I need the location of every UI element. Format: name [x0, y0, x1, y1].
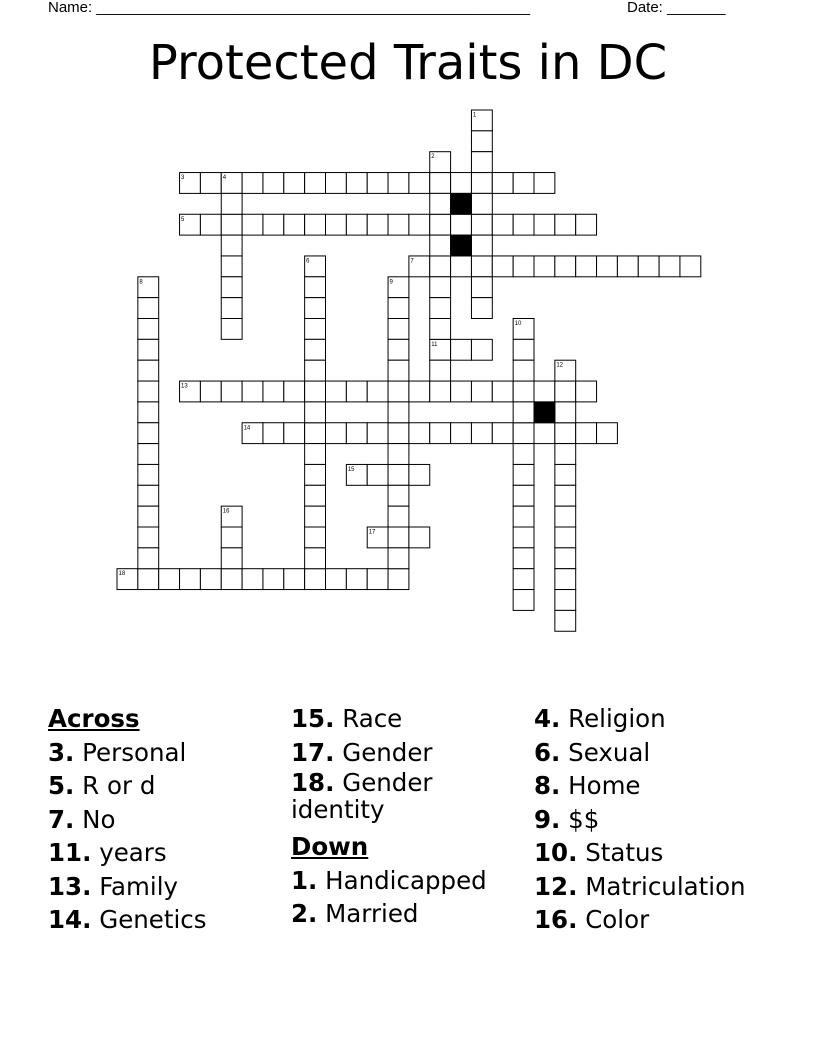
- grid-cell: [430, 193, 451, 214]
- clue-number: 17.: [291, 737, 335, 767]
- grid-cell: [326, 173, 347, 194]
- name-field-label: Name: ____________________________________________________: [48, 0, 531, 16]
- clue-text: Status: [585, 838, 664, 867]
- clue-number: 10.: [534, 838, 578, 867]
- grid-cell: [576, 423, 597, 444]
- grid-cell: [430, 360, 451, 381]
- grid-cell: [388, 506, 409, 527]
- grid-cell: [263, 423, 284, 444]
- clue-text: Race: [342, 704, 403, 733]
- grid-cell: [471, 193, 492, 214]
- grid-cell: [680, 256, 701, 277]
- grid-cell: [471, 381, 492, 402]
- grid-cell: [451, 339, 472, 360]
- grid-cell: [513, 444, 534, 465]
- grid-cell: [180, 569, 201, 590]
- cell-number: 4: [222, 175, 227, 182]
- clue-number: 2.: [291, 899, 318, 928]
- grid-cell: [409, 381, 430, 402]
- grid-cell: [555, 214, 576, 235]
- grid-cell: [409, 173, 430, 194]
- grid-cell: [138, 569, 159, 590]
- grid-cell: [638, 256, 659, 277]
- grid-cell: [305, 423, 326, 444]
- cell-number: 17: [368, 529, 376, 536]
- clue-across-14: [48, 903, 284, 937]
- cell-number: 8: [139, 279, 143, 286]
- clue-down-12: [534, 870, 770, 904]
- grid-cell: [471, 173, 492, 194]
- grid-cell: [388, 464, 409, 485]
- cell-number: 13: [181, 383, 188, 390]
- grid-cell: [409, 464, 430, 485]
- cell-number: 3: [181, 175, 185, 182]
- cell-number: 7: [410, 258, 414, 265]
- clue-number: 4.: [534, 704, 561, 733]
- grid-cell: [534, 256, 555, 277]
- grid-cell: [555, 548, 576, 569]
- grid-cell: [221, 193, 242, 214]
- clue-across-5: [48, 769, 284, 803]
- grid-cell: [430, 381, 451, 402]
- grid-cell: [346, 569, 367, 590]
- grid-cell: [138, 423, 159, 444]
- grid-cell: [513, 402, 534, 423]
- grid-cell: [534, 423, 555, 444]
- clue-down-9: [534, 803, 770, 837]
- grid-cell: [284, 423, 305, 444]
- grid-cell: [367, 464, 388, 485]
- clue-number: 13.: [48, 871, 92, 901]
- grid-cell: [200, 214, 221, 235]
- grid-cell: [388, 319, 409, 340]
- grid-cell: [326, 381, 347, 402]
- clue-across-18: [291, 769, 527, 823]
- grid-cell: [451, 256, 472, 277]
- grid-cell: [367, 381, 388, 402]
- clue-number: 8.: [534, 771, 561, 800]
- clue-number: 1.: [291, 865, 318, 895]
- across-heading: Across: [48, 704, 140, 733]
- grid-cell: [388, 569, 409, 590]
- grid-cell: [430, 235, 451, 256]
- grid-cell: [388, 339, 409, 360]
- grid-cell: [430, 173, 451, 194]
- grid-cell: [159, 569, 180, 590]
- grid-cell: [513, 381, 534, 402]
- grid-cell: [138, 464, 159, 485]
- grid-cell: [555, 506, 576, 527]
- grid-cell: [555, 569, 576, 590]
- clue-down-8: [534, 769, 770, 803]
- clue-text: Married: [325, 899, 419, 928]
- grid-cell: [555, 256, 576, 277]
- grid-cell: [346, 381, 367, 402]
- clue-down-1: [291, 864, 527, 898]
- grid-cell: [492, 381, 513, 402]
- grid-cell: [409, 214, 430, 235]
- grid-cell: [555, 402, 576, 423]
- clue-number: 12.: [534, 871, 578, 901]
- grid-cell: [555, 590, 576, 611]
- grid-cell: [305, 339, 326, 360]
- grid-cell: [492, 173, 513, 194]
- grid-cell: [138, 506, 159, 527]
- clue-number: 14.: [48, 905, 92, 934]
- clue-across-7: [48, 803, 284, 837]
- cell-number: 12: [556, 362, 564, 369]
- clue-number: 16.: [534, 905, 578, 934]
- grid-cell: [263, 569, 284, 590]
- grid-cell: [242, 214, 263, 235]
- clue-text: Handicapped: [325, 865, 487, 895]
- grid-cell: [388, 360, 409, 381]
- grid-cell: [555, 464, 576, 485]
- clue-number: 15.: [291, 704, 335, 733]
- grid-cell: [534, 381, 555, 402]
- grid-cell: [513, 360, 534, 381]
- grid-cell: [138, 381, 159, 402]
- black-cell: [451, 193, 472, 214]
- clue-text: $$: [568, 804, 600, 834]
- grid-cell: [388, 298, 409, 319]
- grid-cell: [305, 444, 326, 465]
- grid-cell: [430, 423, 451, 444]
- grid-cell: [555, 610, 576, 631]
- clue-text: Matriculation: [585, 871, 746, 901]
- grid-cell: [576, 214, 597, 235]
- grid-cell: [242, 173, 263, 194]
- grid-cell: [221, 569, 242, 590]
- grid-cell: [326, 214, 347, 235]
- grid-cell: [305, 464, 326, 485]
- grid-cell: [513, 506, 534, 527]
- clue-number: 6.: [534, 737, 561, 767]
- grid-cell: [284, 569, 305, 590]
- grid-cell: [534, 173, 555, 194]
- grid-cell: [284, 381, 305, 402]
- grid-cell: [138, 360, 159, 381]
- clue-text: Religion: [568, 704, 666, 733]
- grid-cell: [576, 381, 597, 402]
- grid-cell: [305, 548, 326, 569]
- cell-number: 9: [389, 279, 393, 286]
- grid-cell: [221, 319, 242, 340]
- cell-number: 18: [118, 571, 126, 578]
- grid-cell: [388, 173, 409, 194]
- grid-cell: [305, 485, 326, 506]
- grid-cell: [471, 214, 492, 235]
- grid-cell: [430, 298, 451, 319]
- cell-number: 11: [431, 341, 438, 348]
- black-cell: [451, 235, 472, 256]
- grid-cell: [555, 485, 576, 506]
- grid-cell: [451, 173, 472, 194]
- grid-cell: [555, 527, 576, 548]
- grid-cell: [597, 256, 618, 277]
- grid-cell: [346, 214, 367, 235]
- grid-cell: [513, 485, 534, 506]
- grid-cell: [513, 423, 534, 444]
- grid-cell: [346, 173, 367, 194]
- clue-text: Color: [585, 905, 650, 934]
- grid-cell: [305, 381, 326, 402]
- grid-cell: [555, 423, 576, 444]
- grid-cell: [138, 527, 159, 548]
- clue-text: Sexual: [568, 737, 651, 767]
- clue-text: Gender identity: [291, 768, 433, 824]
- grid-cell: [409, 527, 430, 548]
- grid-cell: [305, 569, 326, 590]
- grid-cell: [138, 548, 159, 569]
- grid-cell: [513, 569, 534, 590]
- page-title: Protected Traits in DC: [148, 35, 668, 91]
- grid-cell: [221, 298, 242, 319]
- grid-cell: [555, 444, 576, 465]
- grid-cell: [138, 339, 159, 360]
- grid-cell: [305, 277, 326, 298]
- clue-column-1: [48, 702, 284, 937]
- grid-cell: [367, 173, 388, 194]
- clue-number: 9.: [534, 804, 561, 834]
- grid-cell: [471, 277, 492, 298]
- cell-number: 1: [472, 112, 477, 119]
- grid-cell: [242, 381, 263, 402]
- grid-cell: [451, 214, 472, 235]
- black-cell: [534, 402, 555, 423]
- grid-cell: [471, 152, 492, 173]
- grid-cell: [221, 235, 242, 256]
- grid-cell: [221, 214, 242, 235]
- grid-cell: [305, 506, 326, 527]
- grid-cell: [430, 277, 451, 298]
- grid-cell: [430, 256, 451, 277]
- grid-cell: [367, 569, 388, 590]
- grid-cell: [221, 527, 242, 548]
- grid-cell: [388, 214, 409, 235]
- grid-cell: [513, 464, 534, 485]
- grid-cell: [305, 319, 326, 340]
- grid-cell: [492, 423, 513, 444]
- grid-cell: [430, 319, 451, 340]
- grid-cell: [221, 277, 242, 298]
- grid-cell: [451, 381, 472, 402]
- clue-text: years: [99, 838, 167, 867]
- grid-cell: [492, 214, 513, 235]
- grid-cell: [138, 402, 159, 423]
- clue-text: Genetics: [99, 905, 207, 934]
- grid-cell: [471, 298, 492, 319]
- grid-cell: [200, 569, 221, 590]
- date-field-label: Date: _______: [627, 0, 726, 16]
- grid-cell: [597, 423, 618, 444]
- grid-cell: [200, 381, 221, 402]
- grid-cell: [138, 298, 159, 319]
- grid-cell: [284, 173, 305, 194]
- clue-across-17: [291, 736, 527, 770]
- grid-cell: [451, 423, 472, 444]
- cell-number: 15: [347, 466, 355, 473]
- cell-number: 2: [431, 154, 435, 161]
- down-heading: Down: [291, 832, 369, 861]
- clue-down-6: [534, 736, 770, 770]
- grid-cell: [367, 423, 388, 444]
- cell-number: 10: [514, 321, 522, 327]
- grid-cell: [305, 527, 326, 548]
- clue-text: No: [82, 804, 116, 834]
- cell-number: 6: [306, 258, 310, 265]
- cell-number: 16: [222, 508, 230, 515]
- grid-cell: [513, 590, 534, 611]
- grid-cell: [492, 256, 513, 277]
- grid-cell: [471, 339, 492, 360]
- grid-cell: [388, 527, 409, 548]
- grid-cell: [305, 360, 326, 381]
- grid-cell: [513, 256, 534, 277]
- grid-cell: [263, 173, 284, 194]
- grid-cell: [138, 444, 159, 465]
- clue-text: Gender: [342, 737, 433, 767]
- grid-cell: [263, 214, 284, 235]
- clue-text: Family: [99, 871, 179, 901]
- grid-cell: [513, 173, 534, 194]
- grid-cell: [409, 423, 430, 444]
- grid-cell: [263, 381, 284, 402]
- grid-cell: [471, 423, 492, 444]
- grid-cell: [326, 423, 347, 444]
- grid-cell: [200, 173, 221, 194]
- grid-cell: [513, 339, 534, 360]
- grid-cell: [555, 381, 576, 402]
- clue-column-2: [291, 702, 527, 931]
- grid-cell: [388, 548, 409, 569]
- clue-number: 11.: [48, 838, 92, 867]
- grid-cell: [242, 569, 263, 590]
- grid-cell: [221, 381, 242, 402]
- grid-cell: [221, 256, 242, 277]
- cell-number: 5: [181, 216, 185, 223]
- grid-cell: [305, 402, 326, 423]
- grid-cell: [284, 214, 305, 235]
- grid-cell: [471, 235, 492, 256]
- grid-cell: [305, 173, 326, 194]
- grid-cell: [305, 214, 326, 235]
- clue-down-2: [291, 897, 527, 931]
- cell-number: 14: [243, 425, 251, 432]
- clue-down-16: [534, 903, 770, 937]
- grid-cell: [138, 485, 159, 506]
- grid-cell: [576, 256, 597, 277]
- grid-cell: [388, 381, 409, 402]
- clue-across-11: [48, 836, 284, 870]
- grid-cell: [138, 319, 159, 340]
- grid-cell: [471, 256, 492, 277]
- clue-down-4: [534, 702, 770, 736]
- grid-cell: [367, 214, 388, 235]
- clue-across-13: [48, 870, 284, 904]
- grid-cell: [388, 423, 409, 444]
- clue-number: 18.: [291, 768, 335, 797]
- clue-number: 7.: [48, 804, 75, 834]
- clue-text: Personal: [82, 737, 187, 767]
- grid-cell: [388, 444, 409, 465]
- clue-text: R or d: [82, 771, 156, 800]
- grid-cell: [388, 402, 409, 423]
- clue-number: 3.: [48, 737, 75, 767]
- clue-across-15: [291, 702, 527, 736]
- grid-cell: [326, 569, 347, 590]
- grid-cell: [513, 527, 534, 548]
- clue-down-10: [534, 836, 770, 870]
- grid-cell: [513, 214, 534, 235]
- clue-column-3: [534, 702, 770, 937]
- clue-number: 5.: [48, 771, 75, 800]
- grid-cell: [513, 548, 534, 569]
- grid-cell: [221, 548, 242, 569]
- grid-cell: [388, 485, 409, 506]
- grid-cell: [659, 256, 680, 277]
- grid-cell: [617, 256, 638, 277]
- grid-cell: [534, 214, 555, 235]
- grid-cell: [346, 423, 367, 444]
- grid-cell: [430, 214, 451, 235]
- grid-cell: [471, 131, 492, 152]
- clue-across-3: [48, 736, 284, 770]
- grid-cell: [305, 298, 326, 319]
- clue-text: Home: [568, 771, 641, 800]
